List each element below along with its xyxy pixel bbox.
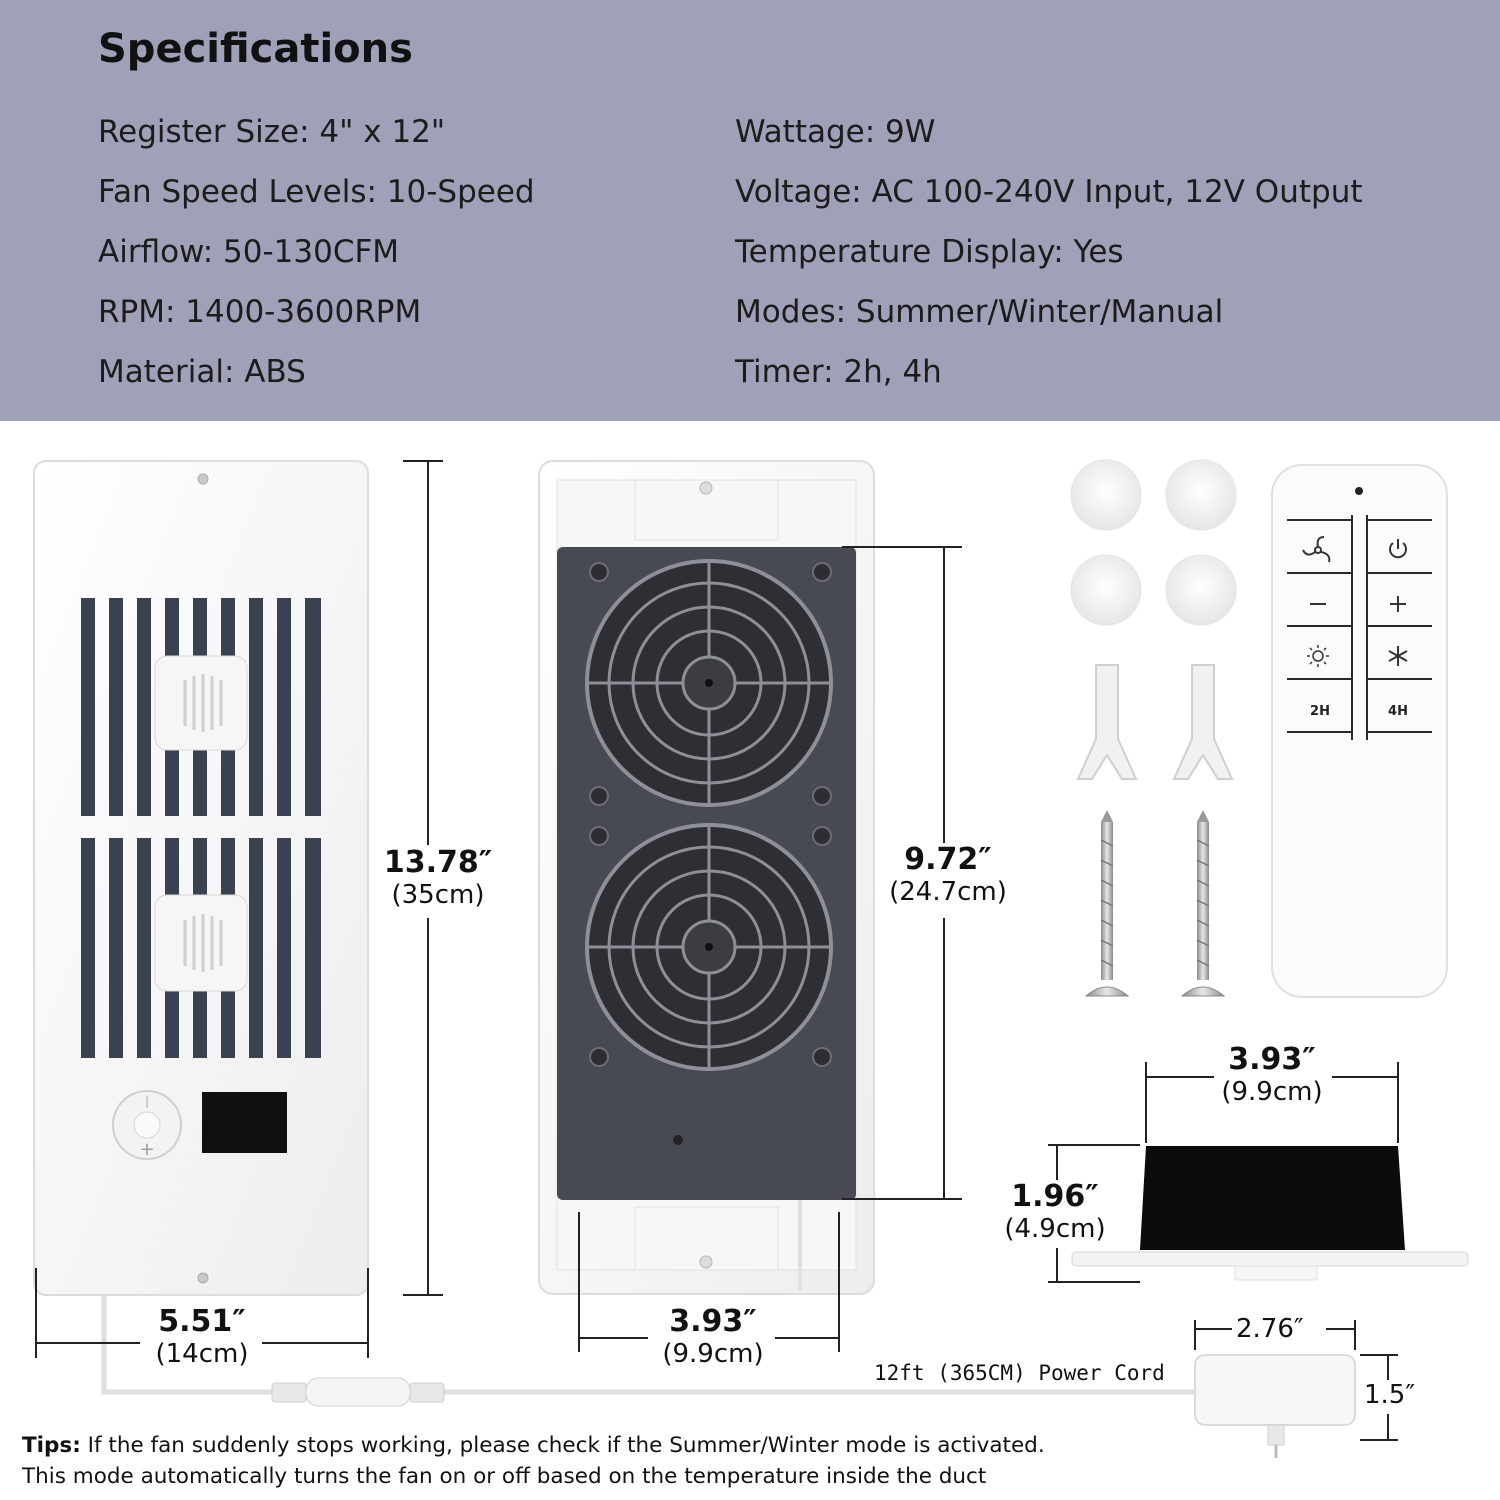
remote-4h-label: 4H xyxy=(1388,704,1408,719)
spec-rpm: RPM: 1400-3600RPM xyxy=(98,294,422,330)
back-height-inches: 9.72″ xyxy=(904,842,992,877)
fan-top xyxy=(587,561,831,805)
side-width-cm: (9.9cm) xyxy=(1221,1077,1323,1107)
side-depth-inches: 1.96″ xyxy=(1011,1179,1099,1214)
remote-control xyxy=(1272,465,1447,997)
back-width-cm: (9.9cm) xyxy=(662,1339,764,1369)
dimension-side-width xyxy=(1210,1042,1334,1107)
tips-note xyxy=(22,1430,1045,1492)
wall-anchors xyxy=(1078,665,1232,779)
back-height-cm: (24.7cm) xyxy=(889,877,1007,907)
adapter-width-label: 2.76″ xyxy=(1236,1314,1304,1344)
spec-wattage: Wattage: 9W xyxy=(735,114,936,150)
fan-bottom xyxy=(587,825,831,1069)
temperature-display-screen xyxy=(202,1092,287,1153)
mounting-screws xyxy=(1086,810,1224,996)
spec-timer: Timer: 2h, 4h xyxy=(735,354,942,390)
front-control-dial xyxy=(113,1091,181,1160)
tips-line-2: This mode automatically turns the fan on or off based on the temperature inside the duct xyxy=(22,1464,987,1489)
back-width-inches: 3.93″ xyxy=(669,1304,757,1339)
spec-register-size: Register Size: 4" x 12" xyxy=(98,114,446,150)
front-width-cm: (14cm) xyxy=(155,1339,249,1369)
front-height-inches: 13.78″ xyxy=(383,845,493,880)
dimension-front-width xyxy=(140,1304,264,1369)
dimension-back-height xyxy=(878,842,1018,907)
tips-line-1: If the fan suddenly stops working, please check if the Summer/Winter mode is activated. xyxy=(87,1433,1045,1458)
tips-label: Tips: xyxy=(22,1433,81,1458)
side-width-inches: 3.93″ xyxy=(1228,1042,1316,1077)
spec-airflow: Airflow: 50-130CFM xyxy=(98,234,400,270)
register-side-view xyxy=(1072,1146,1468,1280)
power-adapter xyxy=(1195,1355,1355,1458)
dimension-side-depth xyxy=(996,1179,1114,1244)
spec-modes: Modes: Summer/Winter/Manual xyxy=(735,294,1224,330)
side-depth-cm: (4.9cm) xyxy=(1004,1214,1106,1244)
power-cord-label: 12ft (365CM) Power Cord xyxy=(874,1361,1165,1385)
dimension-front-height xyxy=(378,845,498,910)
adhesive-pads xyxy=(1071,460,1236,625)
front-width-inches: 5.51″ xyxy=(158,1304,246,1339)
spec-voltage: Voltage: AC 100-240V Input, 12V Output xyxy=(735,174,1363,210)
specifications-title: Specifications xyxy=(98,26,413,72)
svg-text:|: | xyxy=(144,1094,150,1108)
spec-temperature-display: Temperature Display: Yes xyxy=(735,234,1124,270)
remote-2h-label: 2H xyxy=(1310,704,1330,719)
spec-material: Material: ABS xyxy=(98,354,306,390)
adapter-height-label: 1.5″ xyxy=(1364,1380,1416,1410)
svg-text:+: + xyxy=(139,1139,155,1160)
spec-fan-speed: Fan Speed Levels: 10-Speed xyxy=(98,174,535,210)
dimension-back-width xyxy=(650,1304,776,1369)
front-height-cm: (35cm) xyxy=(391,880,485,910)
cord-connector xyxy=(272,1378,444,1406)
register-front-view xyxy=(34,461,368,1295)
register-back-view xyxy=(539,461,874,1294)
